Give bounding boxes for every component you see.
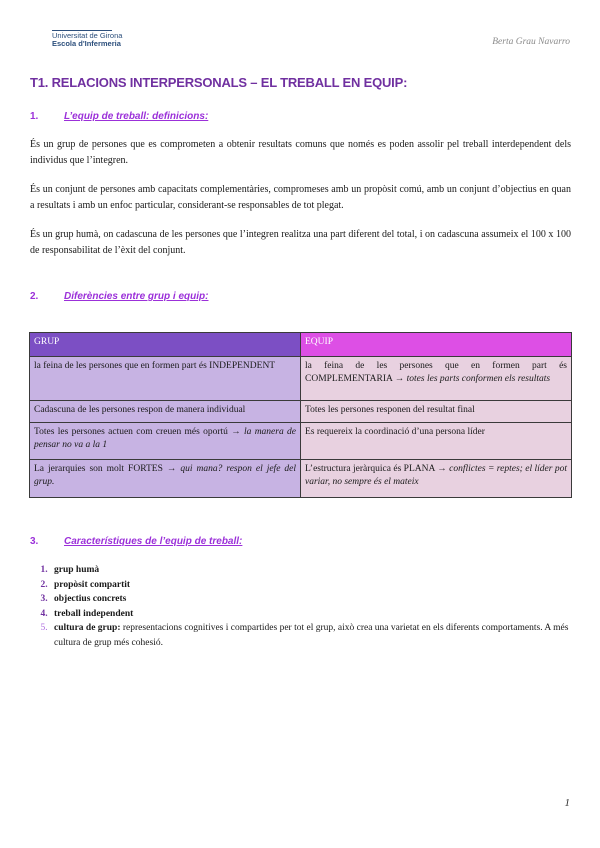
cell-equip: Totes les persones responen del resultat final	[301, 401, 572, 423]
list-item: 2. propòsit compartit	[50, 578, 591, 593]
section-heading-1	[30, 111, 208, 122]
table-row	[30, 460, 572, 498]
characteristics-list	[30, 563, 591, 650]
section-heading-2	[30, 291, 208, 302]
cell-grup: la feina de les persones que en formen part és INDEPENDENT	[30, 357, 301, 401]
logo-line1: Universitat de Girona	[52, 31, 123, 40]
section-number: 1.	[30, 111, 39, 122]
cell-equip: Es requereix la coordinació d’una persona líder	[301, 423, 572, 460]
section-number: 2.	[30, 291, 39, 302]
list-item: 1. grup humà	[50, 563, 591, 578]
table-row	[30, 357, 572, 401]
author-name: Berta Grau Navarro	[492, 37, 570, 47]
cell-equip: la feina de les persones que en formen part és COMPLEMENTARIA → totes les parts conformen els resultats	[301, 357, 572, 401]
definition-paragraph: És un conjunt de persones amb capacitats complementàries, compromeses amb un propòsit comú, amb un conjunt d’objectius en quan a resultats i amb un enfoc particular, considerant-se responsables de tot plegat.	[30, 184, 571, 211]
cell-grup: Totes les persones actuen com creuen més oportú → la manera de pensar no va a la 1	[30, 423, 301, 460]
cell-grup: Cadascuna de les persones respon de manera individual	[30, 401, 301, 423]
table-row	[30, 423, 572, 460]
section-heading-3	[30, 536, 242, 547]
section-number: 3.	[30, 536, 39, 547]
page-number: 1	[564, 797, 570, 809]
section-title: Diferències entre grup i equip:	[64, 291, 209, 302]
logo-line2: Escola d'Infermeria	[52, 39, 121, 48]
group-vs-team-table	[29, 332, 572, 498]
page-title: T1. RELACIONS INTERPERSONALS – EL TREBALL EN EQUIP:	[30, 75, 408, 90]
section-title: L’equip de treball: definicions:	[64, 111, 209, 122]
table-header-row	[30, 333, 572, 357]
list-item: 3. objectius concrets	[50, 592, 591, 607]
cell-grup: La jerarquies son molt FORTES → qui mana? respon el jefe del grup.	[30, 460, 301, 498]
table-row	[30, 401, 572, 423]
section-title: Característiques de l’equip de treball:	[64, 536, 243, 547]
list-item: 4. treball independent	[50, 607, 591, 622]
header-grup: GRUP	[30, 333, 301, 357]
university-logo	[52, 30, 142, 48]
definition-paragraph: És un grup humà, on cadascuna de les persones que l’integren realitza una part diferent del total, i on cadascuna assumeix el 100 x 100 de responsabilitat de l’èxit del conjunt.	[30, 229, 571, 256]
definition-paragraph: És un grup de persones que es comprometen a obtenir resultats comuns que només es poden assolir pel treball interdependent dels individus que l’integren.	[30, 139, 571, 166]
list-item: 5. cultura de grup: representacions cognitives i compartides per tot el grup, això crea una varietat en els diferents comportaments. A més cultura de grup més cohesió.	[50, 621, 591, 650]
header-equip: EQUIP	[301, 333, 572, 357]
cell-equip: L’estructura jeràrquica és PLANA → conflictes = reptes; el líder pot variar, no sempre és el mateix	[301, 460, 572, 498]
